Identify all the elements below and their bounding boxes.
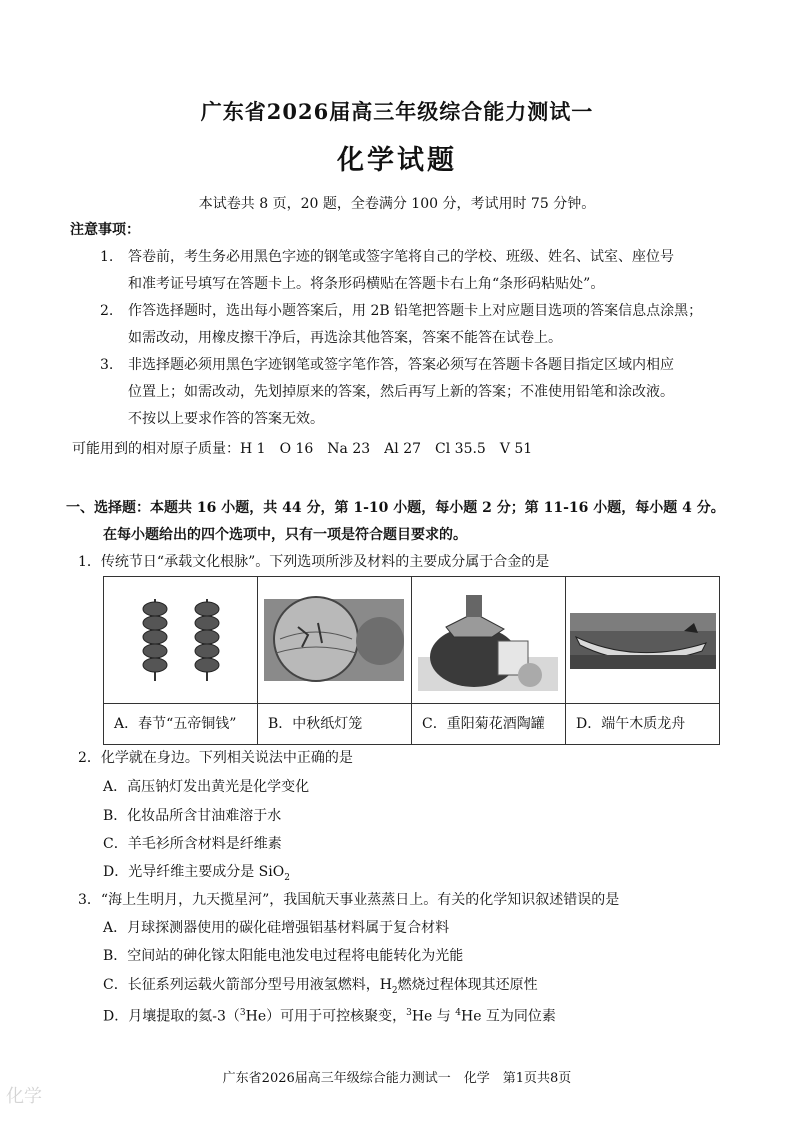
question-3-option-a: A．月球探测器使用的碳化硅增强铝基材料属于复合材料 [103, 920, 450, 936]
watermark: 化学 [6, 1086, 42, 1107]
option-a-label: A．春节“五帝铜钱” [104, 703, 257, 744]
notice-number: 1. [100, 249, 114, 265]
question-2-stem: 2．化学就在身边。下列相关说法中正确的是 [78, 750, 353, 766]
question-2-option-d: D．光导纤维主要成分是 SiO$_2$ [103, 864, 290, 883]
bronze-coins-image [104, 577, 257, 703]
option-cell-a [104, 577, 258, 745]
notice-text: 不按以上要求作答的答案无效。 [128, 411, 324, 427]
notice-text: 如需改动，用橡皮擦干净后，再选涂其他答案，答案不能答在试卷上。 [128, 330, 562, 346]
wine-jar-image [412, 577, 565, 703]
exam-info: 本试卷共 8 页，20 题，全卷满分 100 分，考试用时 75 分钟。 [198, 196, 596, 212]
option-b-label: B．中秋纸灯笼 [258, 703, 411, 744]
option-d-label: D．端午木质龙舟 [566, 703, 719, 744]
notice-text: 非选择题必须用黑色字迹钢笔或签字笔作答，答案必须写在答题卡各题目指定区域内相应 [128, 357, 674, 373]
section-heading: 一、选择题：本题共 16 小题，共 44 分，第 1-10 小题，每小题 2 分；第 11-16 小题，每小题 4 分。 [66, 500, 725, 516]
notice-item [70, 298, 730, 352]
question-2-option-c: C．羊毛衫所含材料是纤维素 [103, 836, 282, 852]
question-2-option-a: A．高压钠灯发出黄光是化学变化 [103, 779, 310, 795]
section-instruction: 在每小题给出的四个选项中，只有一项是符合题目要求的。 [103, 527, 467, 543]
notice-item [70, 352, 730, 433]
question-3-option-d: D．月壤提取的氦-3（$^3$He）可用于可控核聚变，$^3$He 与 $^4$He 互为同位素 [103, 1008, 556, 1025]
notice-text: 答卷前，考生务必用黑色字迹的钢笔或签字笔将自己的学校、班级、姓名、试室、座位号 [128, 249, 674, 265]
notice-number: 3. [100, 357, 114, 373]
option-cell-d [566, 577, 720, 745]
page-footer: 广东省2026届高三年级综合能力测试一 化学 第1页共8页 [222, 1071, 572, 1086]
question-3-option-c: C．长征系列运载火箭部分型号用液氢燃料，$H_2$燃烧过程体现其还原性 [103, 977, 538, 996]
notice-text: 和准考证号填写在答题卡上。将条形码横贴在答题卡右上角“条形码粘贴处”。 [128, 276, 605, 292]
atomic-masses: 可能用到的相对原子质量：H 1 O 16 Na 23 Al 27 Cl 35.5 V 51 [72, 441, 533, 457]
notice-text: 位置上；如需改动，先划掉原来的答案，然后再写上新的答案；不准使用铅笔和涂改液。 [128, 384, 674, 400]
option-cell-b [258, 577, 412, 745]
dragon-boat-image [566, 577, 719, 703]
notice-heading: 注意事项： [70, 222, 140, 238]
question-1-image-table [103, 576, 720, 745]
subject-title: 化学试题 [337, 145, 457, 176]
question-3-option-b: B．空间站的砷化镓太阳能电池发电过程将电能转化为光能 [103, 948, 464, 964]
exam-title: 广东省2026届高三年级综合能力测试一 [200, 99, 594, 124]
option-cell-c [412, 577, 566, 745]
question-2-option-b: B．化妆品所含甘油难溶于水 [103, 808, 282, 824]
notice-text: 作答选择题时，选出每小题答案后，用 2B 铅笔把答题卡上对应题目选项的答案信息点涂黑； [128, 303, 703, 319]
notice-item [70, 244, 730, 298]
option-c-label: C．重阳菊花酒陶罐 [412, 703, 565, 744]
question-1-stem: 1．传统节日“承载文化根脉”。下列选项所涉及材料的主要成分属于合金的是 [78, 554, 550, 570]
notice-number: 2. [100, 303, 114, 319]
paper-lantern-image [258, 577, 411, 703]
notice-section [70, 217, 730, 433]
question-3-stem: 3．“海上生明月，九天揽星河”，我国航天事业蒸蒸日上。有关的化学知识叙述错误的是 [78, 892, 620, 908]
